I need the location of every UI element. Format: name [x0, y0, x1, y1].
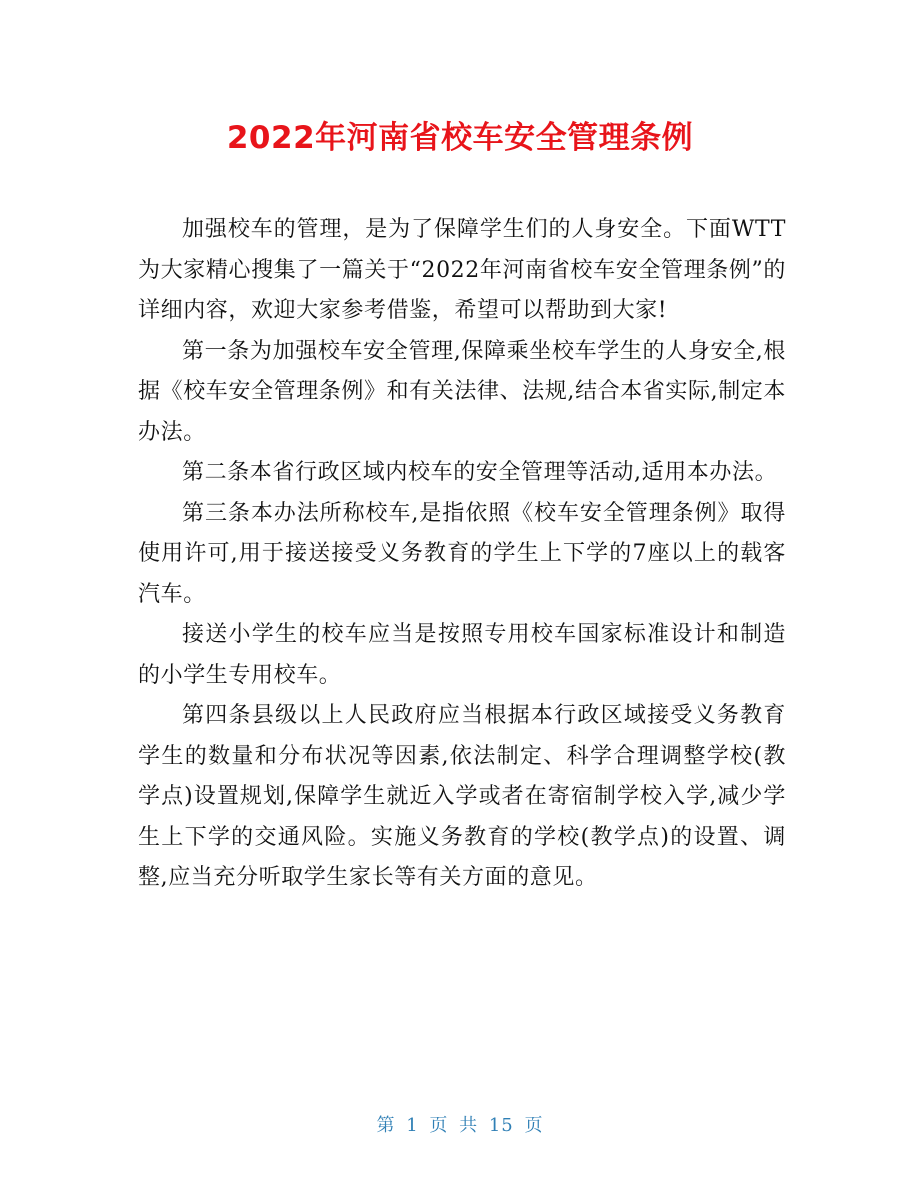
paragraph-article-4: 第四条县级以上人民政府应当根据本行政区域接受义务教育学生的数量和分布状况等因素,依法制定、科学合理调整学校(教学点)设置规划,保障学生就近入学或者在寄宿制学校入学,减少学生上下学的交通风险。实施义务教育的学校(教学点)的设置、调整,应当充分听取学生家长等有关方面的意见。 [138, 703, 786, 890]
page-number-footer: 第 1 页 共 15 页 [376, 1115, 544, 1136]
document-body [138, 210, 786, 899]
paragraph-article-1: 第一条为加强校车安全管理,保障乘坐校车学生的人身安全,根据《校车安全管理条例》和有关法律、法规,结合本省实际,制定本办法。 [138, 338, 786, 445]
paragraph-intro: 加强校车的管理，是为了保障学生们的人身安全。下面WTT为大家精心搜集了一篇关于“2022年河南省校车安全管理条例”的详细内容，欢迎大家参考借鉴，希望可以帮助到大家! [138, 217, 786, 323]
paragraph-article-2: 第二条本省行政区域内校车的安全管理等活动,适用本办法。 [182, 460, 778, 485]
paragraph-article-3: 第三条本办法所称校车,是指依照《校车安全管理条例》取得使用许可,用于接送接受义务教育的学生上下学的7座以上的载客汽车。 [138, 500, 786, 607]
document-title: 2022年河南省校车安全管理条例 [226, 120, 694, 156]
paragraph-article-3-supplement: 接送小学生的校车应当是按照专用校车国家标准设计和制造的小学生专用校车。 [138, 622, 786, 688]
